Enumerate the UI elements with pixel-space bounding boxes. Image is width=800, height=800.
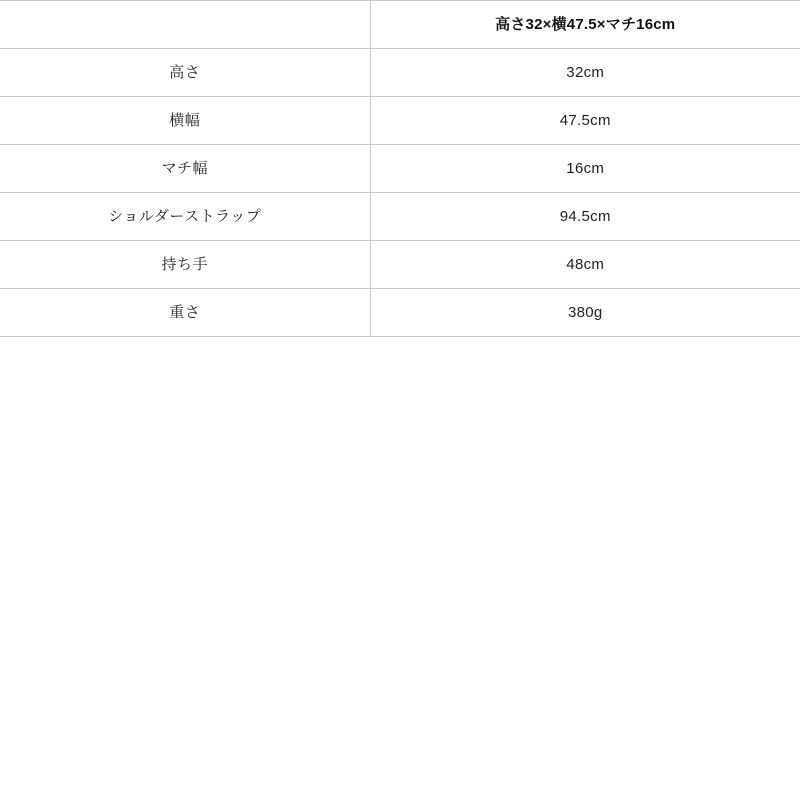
spec-value: 94.5cm <box>559 208 611 225</box>
spec-value: 47.5cm <box>559 112 611 129</box>
table-row <box>0 145 800 193</box>
spec-label-cell <box>0 289 370 337</box>
table-header-row <box>0 1 800 49</box>
spec-value: 16cm <box>566 160 605 177</box>
spec-label-cell <box>0 145 370 193</box>
table-row <box>0 289 800 337</box>
spec-label: 横幅 <box>169 112 201 129</box>
spec-value-cell <box>370 193 800 241</box>
product-spec-table <box>0 0 800 337</box>
spec-label-cell <box>0 97 370 145</box>
spec-label-cell <box>0 193 370 241</box>
spec-label: 持ち手 <box>161 256 208 273</box>
header-title-cell <box>370 1 800 49</box>
spec-label: マチ幅 <box>161 160 208 177</box>
spec-value: 48cm <box>566 256 605 273</box>
spec-value-cell <box>370 97 800 145</box>
spec-value: 380g <box>567 304 603 321</box>
header-empty-cell <box>0 1 370 49</box>
spec-value-cell <box>370 49 800 97</box>
spec-label-cell <box>0 241 370 289</box>
spec-value-cell <box>370 289 800 337</box>
page-title: 高さ32×横47.5×マチ16cm <box>495 16 676 33</box>
spec-value-cell <box>370 241 800 289</box>
table-row <box>0 97 800 145</box>
spec-label-cell <box>0 49 370 97</box>
spec-label: 重さ <box>169 304 201 321</box>
spec-value-cell <box>370 145 800 193</box>
spec-table-body <box>0 1 800 337</box>
table-row <box>0 241 800 289</box>
spec-label: ショルダーストラップ <box>108 208 262 225</box>
spec-value: 32cm <box>566 64 605 81</box>
spec-label: 高さ <box>169 64 201 81</box>
table-row <box>0 49 800 97</box>
table-row <box>0 193 800 241</box>
